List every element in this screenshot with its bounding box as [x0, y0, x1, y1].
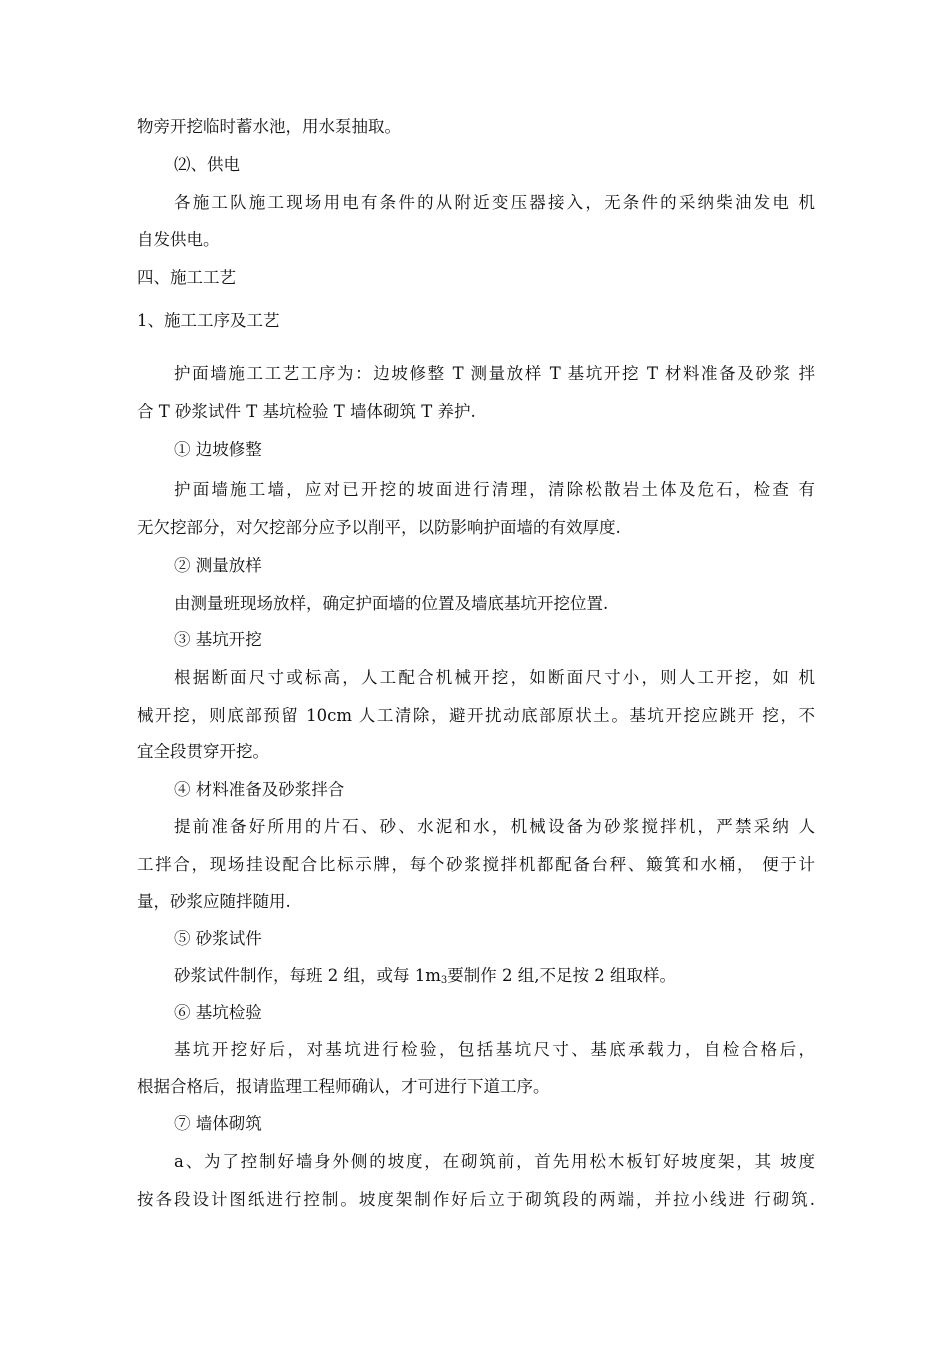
paragraph-line: 合 T 砂浆试件 T 基坑检验 T 墙体砌筑 T 养护. — [137, 402, 476, 421]
paragraph-line: 由测量班现场放样，确定护面墙的位置及墙底基坑开挖位置. — [174, 594, 609, 613]
step-heading-6: ⑥ 基坑检验 — [174, 1003, 262, 1022]
step-heading-7: ⑦ 墙体砌筑 — [174, 1114, 262, 1133]
paragraph-line: 自发供电。 — [137, 230, 220, 249]
section-heading-4: 四、施工工艺 — [137, 268, 236, 287]
paragraph-line: 物旁开挖临时蓄水池，用水泵抽取。 — [137, 117, 401, 136]
paragraph-line: a、为了控制好墙身外侧的坡度，在砌筑前，首先用松木板钉好坡度架，其 坡度 — [174, 1152, 815, 1171]
paragraph-line: 量，砂浆应随拌随用. — [137, 892, 291, 911]
paragraph-line: 护面墙施工工艺工序为：边坡修整 T 测量放样 T 基坑开挖 T 材料准备及砂浆 拌 — [174, 364, 815, 383]
paragraph-line: 械开挖，则底部预留 10cm 人工清除，避开扰动底部原状土。基坑开挖应跳开 挖，不 — [137, 706, 815, 725]
section-heading-power-supply: ⑵、供电 — [174, 155, 240, 174]
paragraph-line: 工拌合，现场挂设配合比标示牌，每个砂浆搅拌机都配备台秤、簸箕和水桶， 便于计 — [137, 855, 815, 874]
paragraph-line: 护面墙施工墙，应对已开挖的坡面进行清理，清除松散岩土体及危石，检查 有 — [174, 480, 815, 499]
text-run: 要制作 2 组,不足按 2 组取样。 — [447, 966, 676, 985]
section-heading-4-1: 1、施工工序及工艺 — [137, 311, 280, 330]
paragraph-line: 提前准备好所用的片石、砂、水泥和水，机械设备为砂浆搅拌机，严禁采纳 人 — [174, 817, 815, 836]
paragraph-line: 宜全段贯穿开挖。 — [137, 742, 269, 761]
paragraph-line: 基坑开挖好后，对基坑进行检验，包括基坑尺寸、基底承载力，自检合格后， — [174, 1040, 815, 1059]
paragraph-line: 各施工队施工现场用电有条件的从附近变压器接入，无条件的采纳柴油发电 机 — [174, 193, 815, 212]
step-heading-4: ④ 材料准备及砂浆拌合 — [174, 780, 345, 799]
paragraph-line: 根据断面尺寸或标高，人工配合机械开挖，如断面尺寸小，则人工开挖，如 机 — [174, 668, 815, 687]
paragraph-line — [174, 966, 676, 991]
paragraph-line: 无欠挖部分，对欠挖部分应予以削平，以防影响护面墙的有效厚度. — [137, 518, 621, 537]
paragraph-line: 按各段设计图纸进行控制。坡度架制作好后立于砌筑段的两端，并拉小线进 行砌筑. — [137, 1190, 815, 1209]
subscript-text: 3 — [440, 975, 448, 986]
text-run: 砂浆试件制作，每班 2 组，或每 1m — [174, 966, 441, 985]
step-heading-1: ① 边坡修整 — [174, 440, 262, 459]
paragraph-line: 根据合格后，报请监理工程师确认，才可进行下道工序。 — [137, 1077, 550, 1096]
step-heading-2: ② 测量放样 — [174, 556, 262, 575]
step-heading-5: ⑤ 砂浆试件 — [174, 929, 262, 948]
step-heading-3: ③ 基坑开挖 — [174, 630, 262, 649]
